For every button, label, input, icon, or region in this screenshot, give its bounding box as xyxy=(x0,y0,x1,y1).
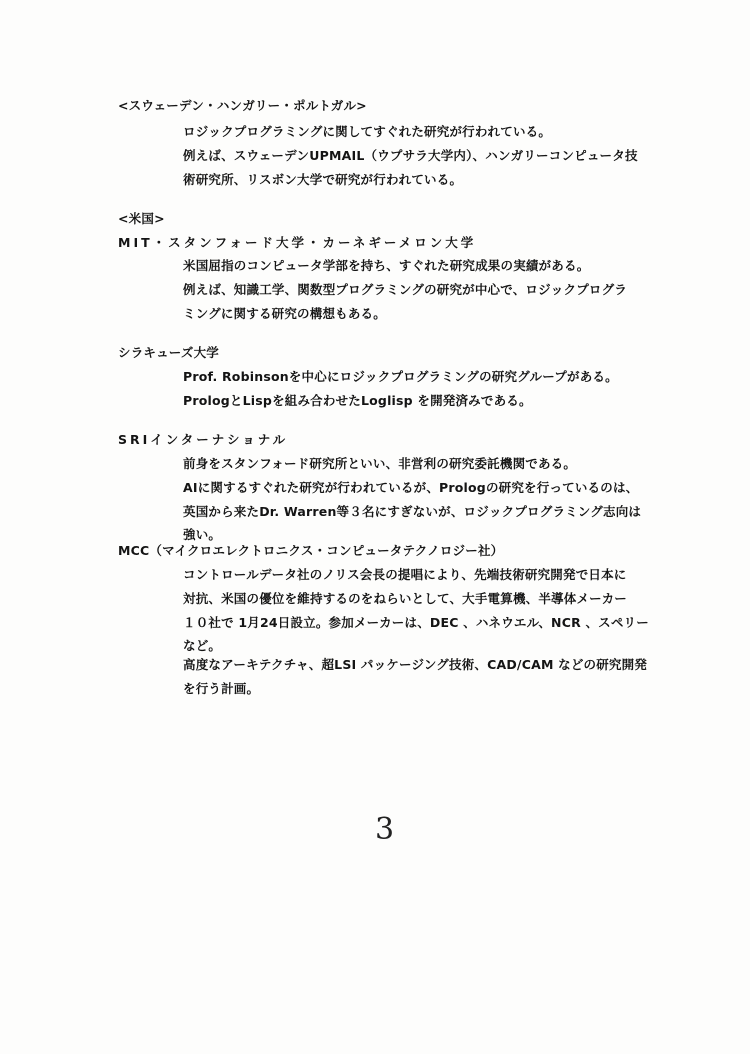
body-line: を行う計画。 xyxy=(183,681,260,696)
body-line: ミングに関する研究の構想もある。 xyxy=(183,306,386,321)
section-heading-syracuse: シラキューズ大学 xyxy=(118,345,219,360)
body-line: 高度なアーキテクチャ、超LSI パッケージング技術、CAD/CAM などの研究開発 xyxy=(183,657,648,672)
body-line: PrologとLispを組み合わせたLoglisp を開発済みである。 xyxy=(183,393,532,408)
body-line: 英国から来たDr. Warren等３名にすぎないが、ロジックプログラミング志向は xyxy=(183,504,642,519)
body-line: AIに関するすぐれた研究が行われているが、Prologの研究を行っているのは、 xyxy=(183,480,639,495)
section-heading-sri: SRIインターナショナル xyxy=(118,432,289,447)
body-line: 前身をスタンフォード研究所といい、非営利の研究委託機関である。 xyxy=(183,456,577,471)
body-line: 術研究所、リスボン大学で研究が行われている。 xyxy=(183,172,463,187)
body-line: など。 xyxy=(183,638,222,653)
body-line: 例えば、スウェーデンUPMAIL（ウプサラ大学内）、ハンガリーコンピュータ技 xyxy=(183,148,638,163)
body-line: コントロールデータ社のノリス会長の提唱により、先端技術研究開発で日本に xyxy=(183,567,627,582)
body-line: 例えば、知識工学、関数型プログラミングの研究が中心で、ロジックプログラ xyxy=(183,282,628,297)
section-heading-usa: <米国> xyxy=(118,211,165,226)
body-line: Prof. Robinsonを中心にロジックプログラミングの研究グループがある。 xyxy=(183,369,618,384)
body-line: 対抗、米国の優位を維持するのをねらいとして、大手電算機、半導体メーカー xyxy=(183,591,628,606)
section-heading-europe: <スウェーデン・ハンガリー・ポルトガル> xyxy=(118,98,367,113)
body-line: 米国屈指のコンピュータ学部を持ち、すぐれた研究成果の実績がある。 xyxy=(183,258,590,273)
page-number: 3 xyxy=(375,812,395,847)
body-line: １０社で 1月24日設立。参加メーカーは、DEC 、ハネウエル、NCR 、スペリー xyxy=(183,615,649,630)
body-line: ロジックプログラミングに関してすぐれた研究が行われている。 xyxy=(183,124,552,139)
body-line: 強い。 xyxy=(183,527,222,542)
section-heading-mcc: MCC（マイクロエレクトロニクス・コンピュータテクノロジー社） xyxy=(118,543,504,558)
section-subheading-universities: MIT・スタンフォード大学・カーネギーメロン大学 xyxy=(118,235,477,250)
